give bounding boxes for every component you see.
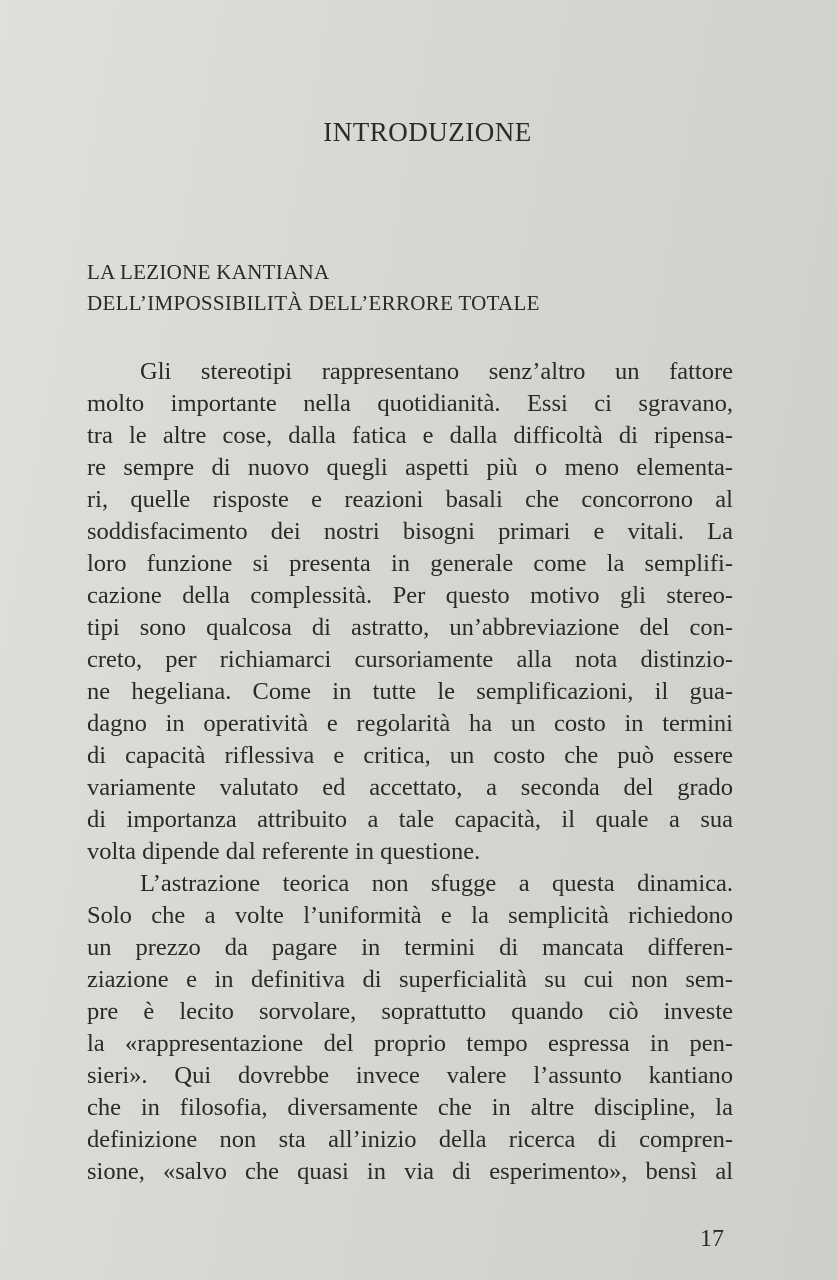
text-line: un prezzo da pagare in termini di mancata differen- (87, 934, 733, 961)
text-line: L’astrazione teorica non sfugge a questa dinamica. (140, 870, 733, 897)
page-number: 17 (700, 1226, 724, 1252)
text-line: pre è lecito sorvolare, soprattutto quando ciò investe (87, 998, 733, 1025)
text-line: dagno in operatività e regolarità ha un costo in termini (87, 710, 733, 737)
text-line: tipi sono qualcosa di astratto, un’abbreviazione del con- (87, 614, 733, 641)
text-line: loro funzione si presenta in generale come la semplifi- (87, 550, 733, 577)
paragraph-2 (87, 868, 733, 1188)
text-line: creto, per richiamarci cursoriamente alla nota distinzio- (87, 646, 733, 673)
chapter-title: INTRODUZIONE (323, 117, 532, 147)
body-text (87, 356, 733, 1188)
text-line: Gli stereotipi rappresentano senz’altro un fattore (140, 358, 733, 385)
text-line: re sempre di nuovo quegli aspetti più o meno elementa- (87, 454, 733, 481)
text-line: definizione non sta all’inizio della ricerca di compren- (87, 1126, 733, 1153)
text-line: soddisfacimento dei nostri bisogni primari e vitali. La (87, 518, 733, 545)
text-line: volta dipende dal referente in questione. (87, 838, 481, 865)
text-line: sione, «salvo che quasi in via di esperimento», bensì al (87, 1158, 733, 1185)
text-line: di capacità riflessiva e critica, un costo che può essere (87, 742, 733, 769)
text-line: molto importante nella quotidianità. Essi ci sgravano, (87, 390, 733, 417)
text-line: ne hegeliana. Come in tutte le semplificazioni, il gua- (87, 678, 733, 705)
text-line: ri, quelle risposte e reazioni basali che concorrono al (87, 486, 733, 513)
paragraph-1 (87, 356, 733, 868)
text-line: cazione della complessità. Per questo motivo gli stereo- (87, 582, 733, 609)
section-heading-line: DELL’IMPOSSIBILITÀ DELL’ERRORE TOTALE (87, 291, 540, 315)
text-line: la «rappresentazione del proprio tempo espressa in pen- (87, 1030, 733, 1057)
text-line: che in filosofia, diversamente che in altre discipline, la (87, 1094, 733, 1121)
text-line: di importanza attribuito a tale capacità, il quale a sua (87, 806, 733, 833)
text-line: Solo che a volte l’uniformità e la semplicità richiedono (87, 902, 733, 929)
text-line: sieri». Qui dovrebbe invece valere l’assunto kantiano (87, 1062, 733, 1089)
text-line: ziazione e in definitiva di superficialità su cui non sem- (87, 966, 733, 993)
text-line: variamente valutato ed accettato, a seconda del grado (87, 774, 733, 801)
text-line: tra le altre cose, dalla fatica e dalla difficoltà di ripensa- (87, 422, 733, 449)
section-heading (87, 257, 540, 319)
section-heading-line: LA LEZIONE KANTIANA (87, 260, 330, 284)
